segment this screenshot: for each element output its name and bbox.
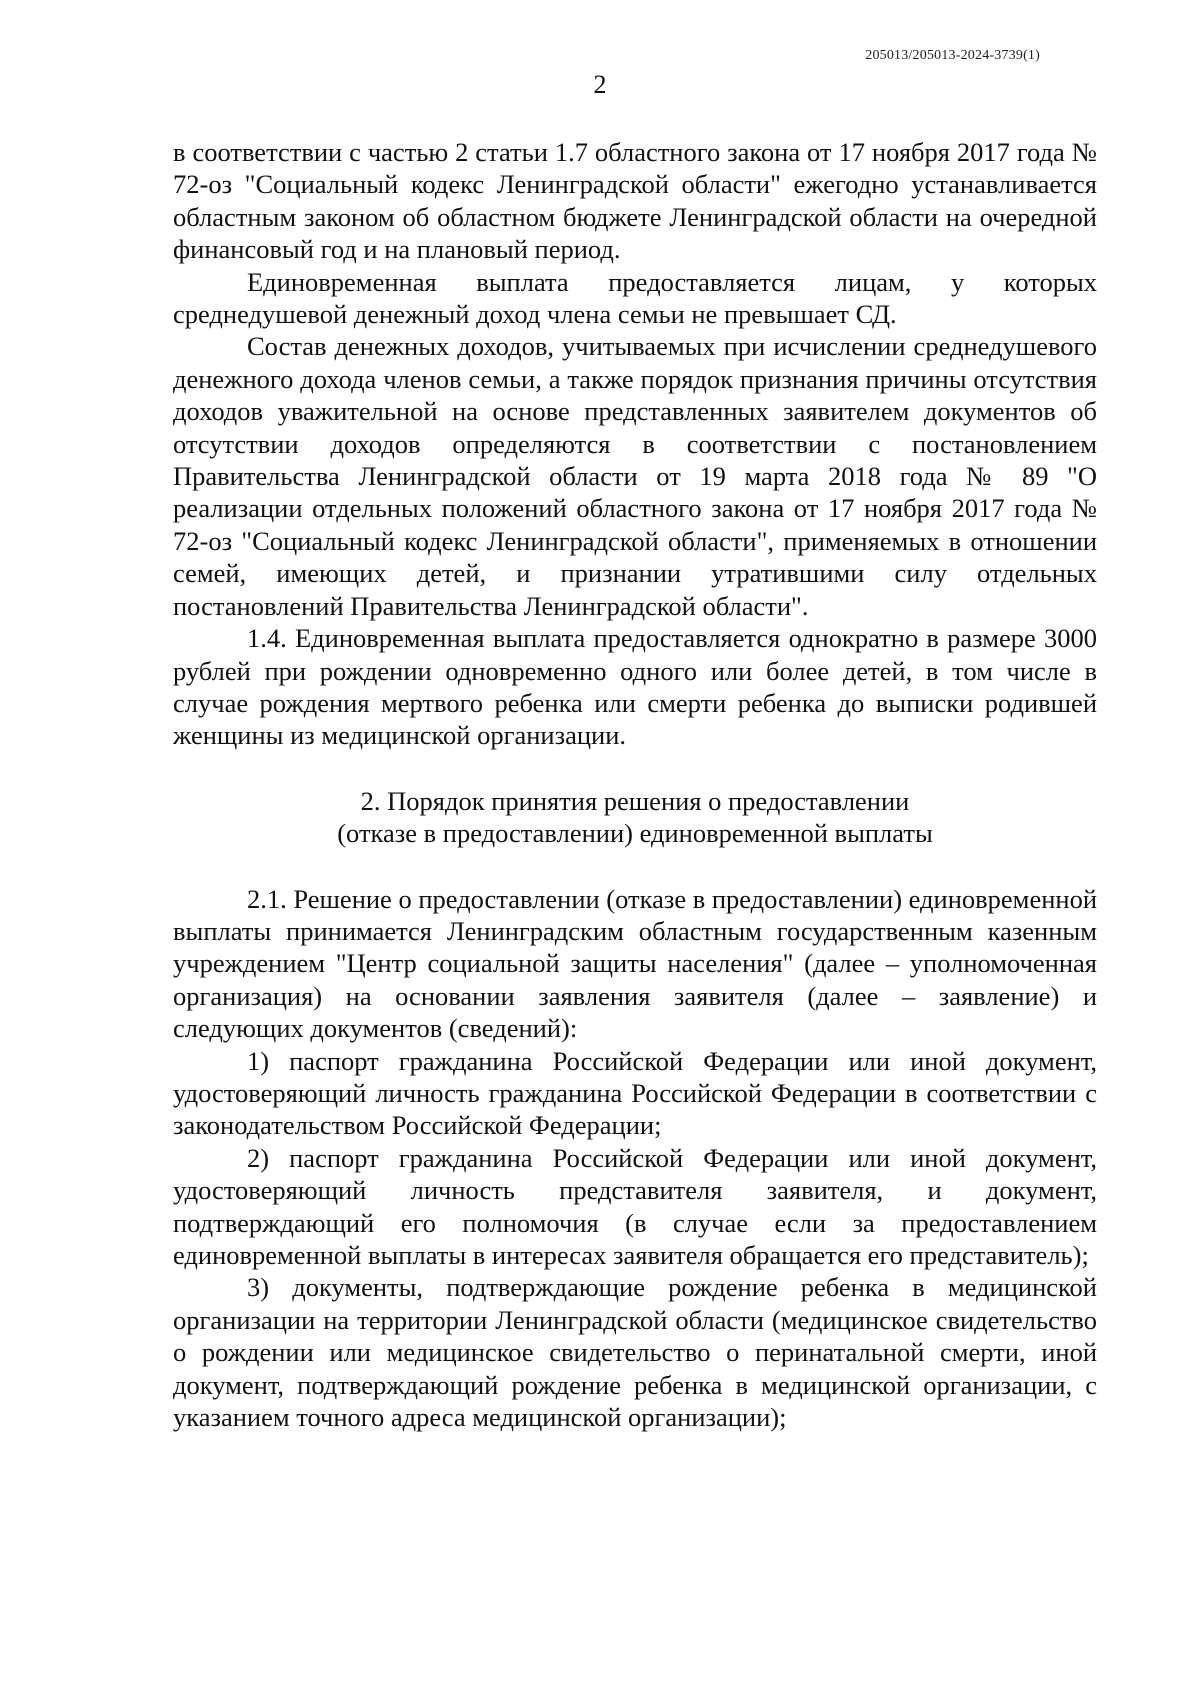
section-heading-line1: 2. Порядок принятия решения о предоставлении (360, 785, 910, 816)
document-body (173, 136, 1097, 1433)
paragraph-income-composition: Состав денежных доходов, учитываемых при исчислении среднедушевого денежного дохода членов семьи, а также порядок признания причины отсутствия доходов уважительной на основе представленных заявителем документов об отсутствии доходов определяются в соответствии с постановлением Правительства Ленинградской области от 19 марта 2018 года № 89 "О реализации отдельных положений областного закона от 17 ноября 2017 года № 72-оз "Социальный кодекс Ленинградской области", применяемых в отношении семей, имеющих детей, и признании утратившими силу отдельных постановлений Правительства Ленинградской области". (173, 331, 1097, 621)
document-id: 205013/205013-2024-3739(1) (865, 48, 1040, 63)
list-item-3: 3) документы, подтверждающие рождение ребенка в медицинской организации на территории Ленинградской области (медицинское свидетельство о рождении или медицинское свидетельство о перинатальной смерти, иной документ, подтверждающий рождение ребенка в медицинской организации, с указанием точного адреса медицинской организации); (173, 1272, 1097, 1433)
list-item-2: 2) паспорт гражданина Российской Федерации или иной документ, удостоверяющий личность представителя заявителя, и документ, подтверждающий его полномочия (в случае если за предоставлением единовременной выплаты в интересах заявителя обращается его представитель); (173, 1142, 1097, 1270)
paragraph-income-limit: Единовременная выплата предоставляется лицам, у которых среднедушевой денежный доход члена семьи не превышает СД. (173, 266, 1097, 330)
paragraph-1-4: 1.4. Единовременная выплата предоставляется однократно в размере 3000 рублей при рождении одновременно одного или более детей, в том числе в случае рождения мертвого ребенка или смерти ребенка до выписки родившей женщины из медицинской организации. (173, 623, 1097, 751)
paragraph-2-1: 2.1. Решение о предоставлении (отказе в предоставлении) единовременной выплаты принимается Ленинградским областным государственным казенным учреждением "Центр социальной защиты населения" (далее – уполномоченная организация) на основании заявления заявителя (далее – заявление) и следующих документов (сведений): (173, 883, 1098, 1044)
list-item-1: 1) паспорт гражданина Российской Федерации или иной документ, удостоверяющий личность гражданина Российской Федерации в соответствии с законодательством Российской Федерации; (173, 1045, 1097, 1141)
section-heading-line2: (отказе в предоставлении) единовременной выплаты (337, 818, 933, 849)
page-number: 2 (593, 70, 607, 99)
section-heading (173, 785, 1097, 850)
paragraph-continuation: в соответствии с частью 2 статьи 1.7 областного закона от 17 ноября 2017 года № 72-оз "Социальный кодекс Ленинградской области" ежегодно устанавливается областным законом об областном бюджете Ленинградской области на очередной финансовый год и на плановый период. (173, 137, 1097, 265)
